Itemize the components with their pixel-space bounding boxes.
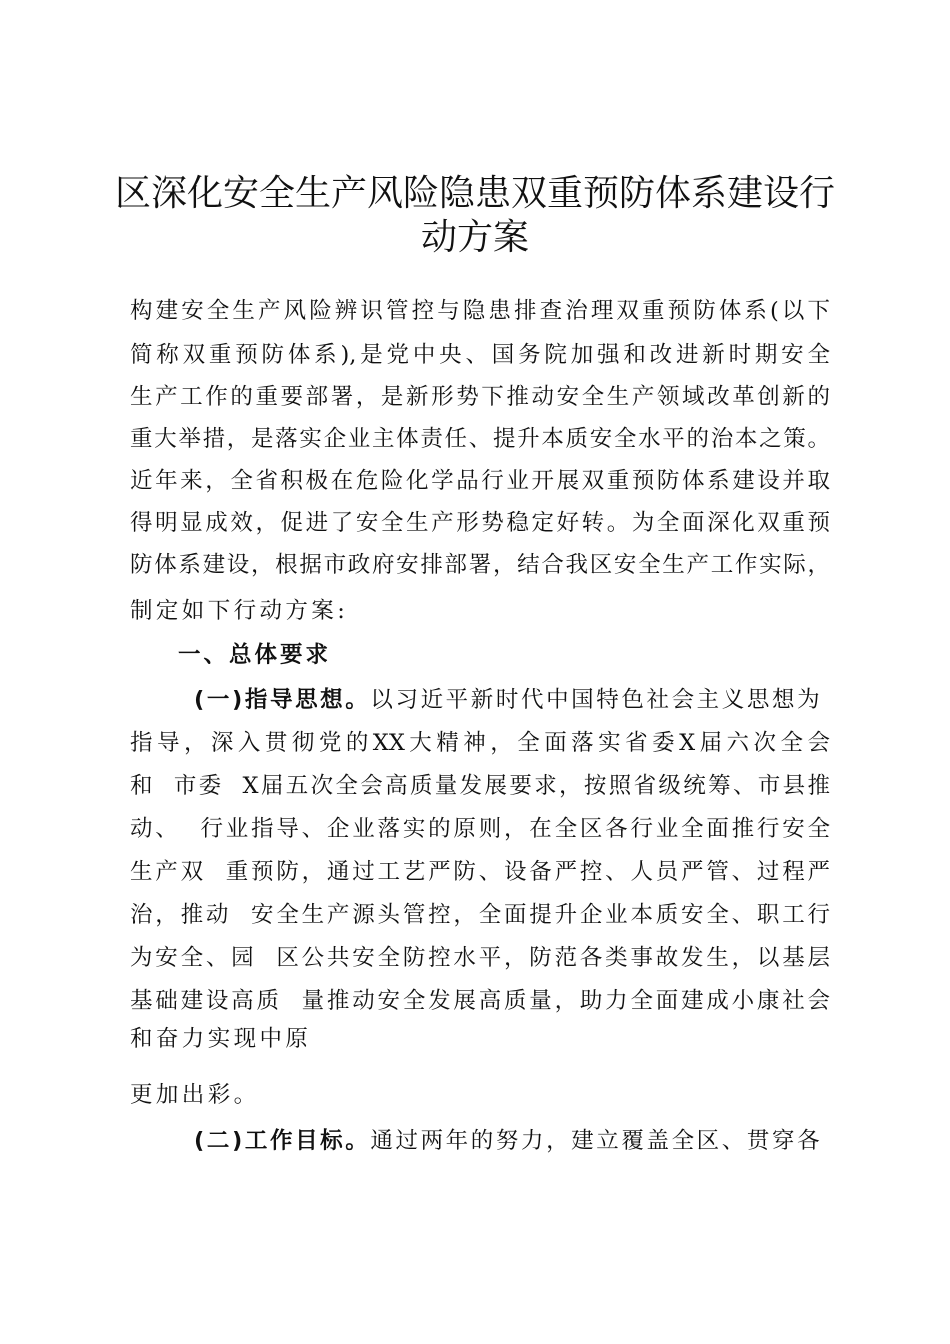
paragraph-line: 重大举措，是落实企业主体责任、提升本质安全水平的治本之策。 — [130, 426, 830, 452]
paragraph-line: 生产工作的重要部署，是新形势下推动安全生产领域改革创新的 — [130, 384, 830, 410]
section-heading: 一、总体要求 — [178, 642, 332, 668]
paragraph-line: 和奋力实现中原 — [130, 1026, 312, 1052]
paragraph-line: 防体系建设，根据市政府安排部署，结合我区安全生产工作实际， — [130, 552, 830, 578]
paragraph-line: 简称双重预防体系),是党中央、国务院加强和改进新时期安全 — [130, 342, 830, 368]
subsection-text: 通过两年的努力，建立覆盖全区、贯穿各 — [370, 1128, 823, 1154]
paragraph-line: 近年来，全省积极在危险化学品行业开展双重预防体系建设并取 — [130, 468, 830, 494]
paragraph-line: 生产双 重预防，通过工艺严防、设备严控、人员严管、过程严 — [130, 859, 830, 885]
paragraph-line — [194, 1126, 830, 1156]
paragraph-line: 制定如下行动方案: — [130, 598, 349, 624]
paragraph-line: 得明显成效，促进了安全生产形势稳定好转。为全面深化双重预 — [130, 510, 830, 536]
document-title-line-2: 动方案 — [420, 217, 529, 258]
paragraph-line: 为安全、园 区公共安全防控水平，防范各类事故发生，以基层 — [130, 945, 830, 971]
subsection-label: (一)指导思想。 — [194, 687, 371, 713]
paragraph-line: 动、 行业指导、企业落实的原则，在全区各行业全面推行安全 — [130, 816, 830, 842]
paragraph-line: 和 市委 X届五次全会高质量发展要求，按照省级统筹、市县推 — [130, 773, 830, 799]
subsection-label: (二)工作目标。 — [194, 1128, 371, 1154]
paragraph-line: 更加出彩。 — [130, 1082, 260, 1108]
paragraph-line: 指导，深入贯彻党的XX大精神，全面落实省委X届六次全会 — [130, 730, 830, 756]
subsection-text: 以习近平新时代中国特色社会主义思想为 — [370, 687, 823, 713]
paragraph-line — [194, 685, 830, 715]
document-title-line-1: 区深化安全生产风险隐患双重预防体系建设行 — [114, 173, 835, 214]
paragraph-line: 基础建设高质 量推动安全发展高质量，助力全面建成小康社会 — [130, 988, 830, 1014]
paragraph-line: 构建安全生产风险辨识管控与隐患排查治理双重预防体系(以下 — [130, 298, 830, 324]
paragraph-line: 治，推动 安全生产源头管控，全面提升企业本质安全、职工行 — [130, 902, 830, 928]
